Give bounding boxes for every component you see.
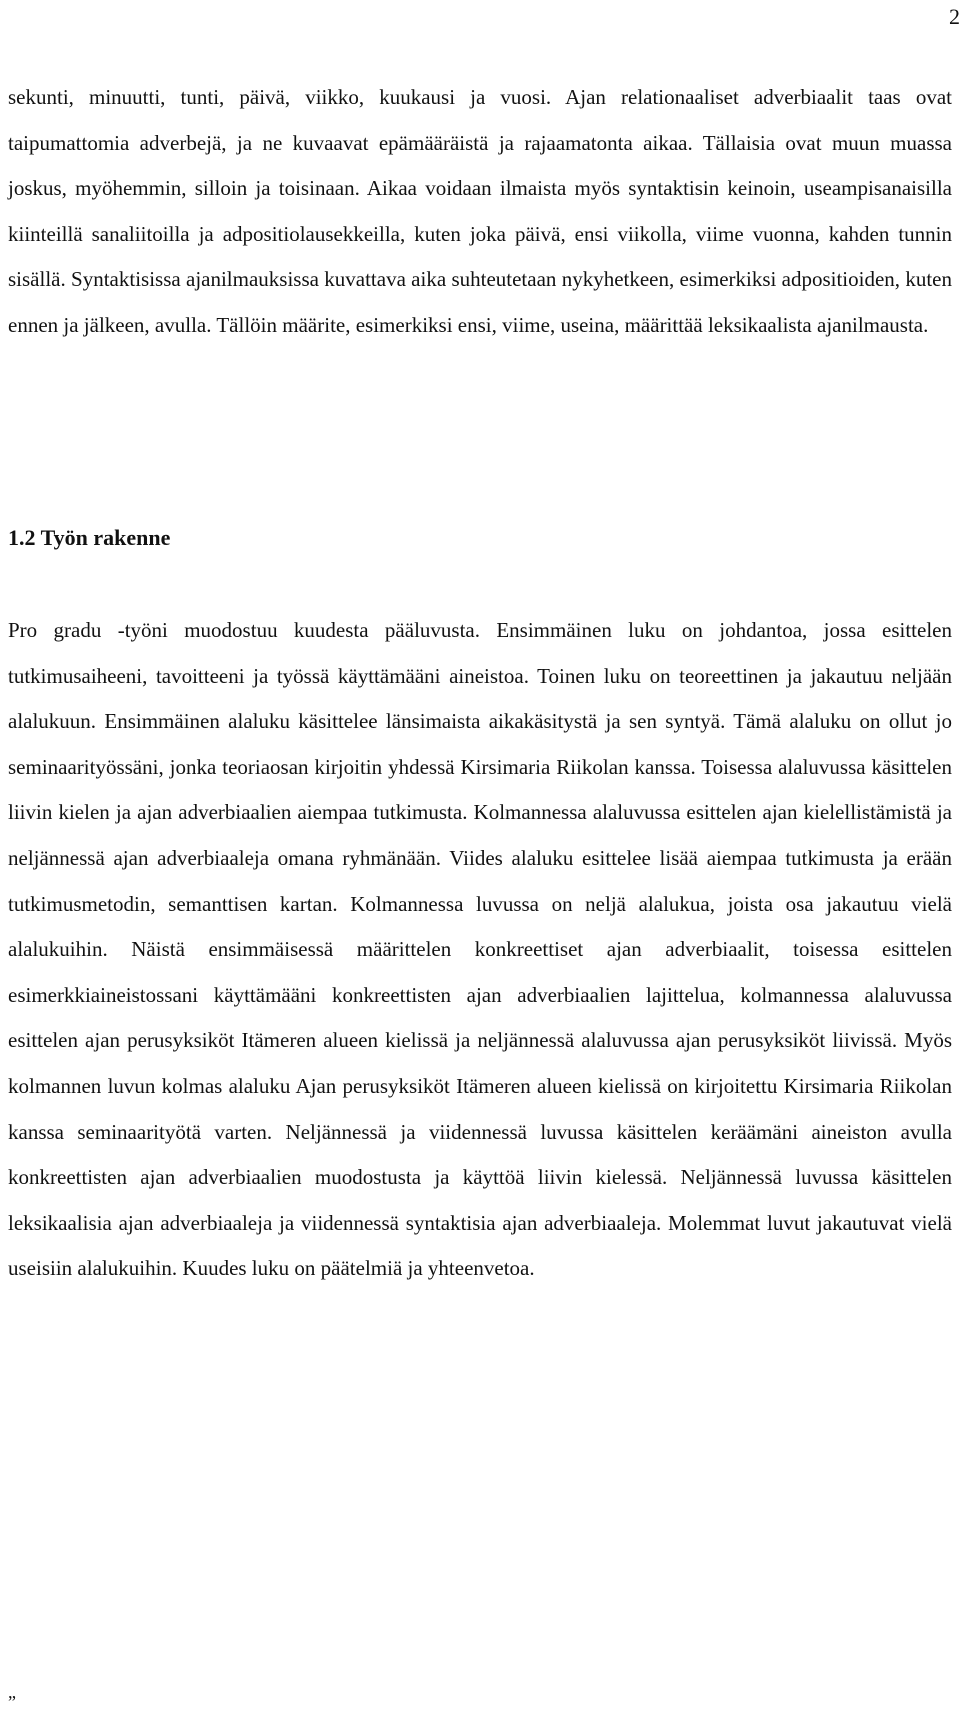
paragraph-intro: sekunti, minuutti, tunti, päivä, viikko, kuukausi ja vuosi. Ajan relationaaliset adverbiaalit taas ovat taipumattomia adverbejä, ja ne kuvaavat epämääräistä ja rajaamatonta aikaa. Tällaisia ovat muun muassa joskus, myöhemmin, silloin ja toisinaan. Aikaa voidaan ilmaista myös syntaktisin keinoin, useampisanaisilla kiinteillä sanaliitoilla ja adpositiolausekkeilla, kuten joka päivä, ensi viikolla, viime vuonna, kahden tunnin sisällä. Syntaktisissa ajanilmauksissa kuvattava aika suhteutetaan nykyhetkeen, esimerkiksi adpositioiden, kuten ennen ja jälkeen, avulla. Tällöin määrite, esimerkiksi ensi, viime, useina, määrittää leksikaalista ajanilmausta. — [8, 85, 952, 337]
page-number: 2 — [949, 4, 960, 29]
footer-mark: ” — [8, 1692, 16, 1712]
section-heading: 1.2 Työn rakenne — [8, 525, 171, 550]
paragraph-structure: Pro gradu -työni muodostuu kuudesta pääluvusta. Ensimmäinen luku on johdantoa, jossa esittelen tutkimusaiheeni, tavoitteeni ja työssä käyttämääni aineistoa. Toinen luku on teoreettinen ja jakautuu neljään alalukuun. Ensimmäinen alaluku käsittelee länsimaista aikakäsitystä ja sen syntyä. Tämä alaluku on ollut jo seminaarityössäni, jonka teoriaosan kirjoitin yhdessä Kirsimaria Riikolan kanssa. Toisessa alaluvussa käsittelen liivin kielen ja ajan adverbiaalien aiempaa tutkimusta. Kolmannessa alaluvussa esittelen ajan kielellistämistä ja neljännessä ajan adverbiaaleja omana ryhmänään. Viides alaluku esittelee lisää aiempaa tutkimusta ja erään tutkimusmetodin, semanttisen kartan. Kolmannessa luvussa on neljä alalukua, joista osa jakautuu vielä alalukuihin. Näistä ensimmäisessä määrittelen konkreettiset ajan adverbiaalit, toisessa esittelen esimerkkiaineistossani käyttämääni konkreettisten ajan adverbiaalien lajittelua, kolmannessa alaluvussa esittelen ajan perusyksiköt Itämeren alueen kielissä ja neljännessä alaluvussa ajan perusyksiköt liivissä. Myös kolmannen luvun kolmas alaluku Ajan perusyksiköt Itämeren alueen kielissä on kirjoitettu Kirsimaria Riikolan kanssa seminaarityötä varten. Neljännessä ja viidennessä luvussa käsittelen keräämäni aineiston avulla konkreettisten ajan adverbiaalien muodostusta ja käyttöä liivin kielessä. Neljännessä luvussa käsittelen leksikaalisia ajan adverbiaaleja ja viidennessä syntaktisia ajan adverbiaaleja. Molemmat luvut jakautuvat vielä useisiin alalukuihin. Kuudes luku on päätelmiä ja yhteenvetoa. — [8, 618, 952, 1281]
